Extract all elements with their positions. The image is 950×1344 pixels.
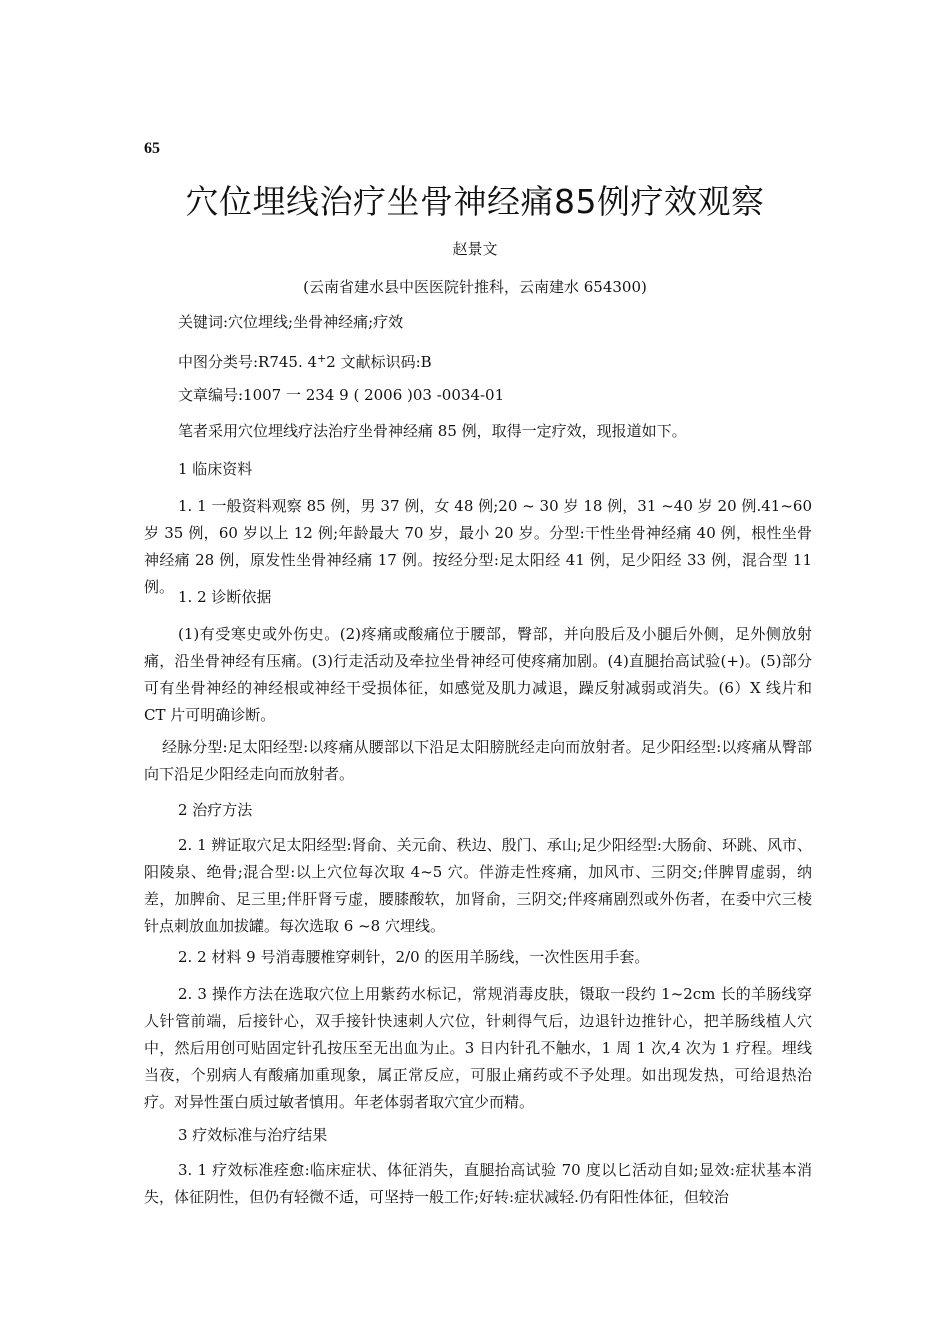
section-1-2-heading: 1. 2 诊断依据 bbox=[178, 588, 272, 606]
intro-paragraph: 笔者采用穴位埋线疗法治疗坐骨神经痛 85 例，取得一定疗效，现报道如下。 bbox=[178, 422, 687, 440]
article-title: 穴位埋线治疗坐骨神经痛85例疗效观察 bbox=[185, 182, 765, 221]
section-2-3-paragraph: 2. 3 操作方法在选取穴位上用紫药水标记，常规消毒皮肤，镊取一段约 1~2cm 长的羊肠线穿人针管前端，后接针心，双手接针快速刺人穴位，针刺得气后，边退针边推针心，把羊肠线植人穴中，然后用创可贴固定针孔按压至无出血为止。3 日内针孔不触水，1 周 1 次,4 次为 1 疗程。埋线当夜，个别病人有酸痛加重现象，属正常反应，可服止痛药或不予处理。如出现发热，可给退热治疗。对异性蛋白质过敏者慎用。年老体弱者取穴宜少而精。 bbox=[144, 985, 812, 1111]
section-1-2-paragraph: (1)有受寒史或外伤史。(2)疼痛或酸痛位于腰部，臀部，并向股后及小腿后外侧，足外侧放射痛，沿坐骨神经有压痛。(3)行走活动及牵拉坐骨神经可使疼痛加剧。(4)直腿抬高试验(+)。(5)部分可有坐骨神经的神经根或神经干受损体征，如感觉及肌力减退，躁反射减弱或消失。(6）X 线片和 CT 片可明确诊断。 bbox=[144, 625, 812, 724]
page-number: 65 bbox=[144, 140, 160, 157]
article-number: 文章编号:1007 一 234 9 ( 2006 )03 -0034-01 bbox=[178, 386, 505, 404]
classification-suffix: 2 文献标识码:B bbox=[326, 353, 432, 371]
classification-prefix: 中图分类号:R745. 4 bbox=[178, 353, 318, 371]
author-name: 赵景文 bbox=[452, 240, 498, 258]
section-1-1-paragraph: 1. 1 一般资料观察 85 例，男 37 例，女 48 例;20 ~ 30 岁 18 例，31 ~40 岁 20 例.41~60 岁 35 例，60 岁以上 12 例;年龄最大 70 岁，最小 20 岁。分型:干性坐骨神经痛 40 例，根性坐骨神经痛 28 例，原发性坐骨神经痛 17 例。按经分型:足太阳经 41 例，足少阳经 33 例，混合型 11 例。 bbox=[144, 497, 812, 596]
section-1-heading: 1 临床资料 bbox=[178, 460, 253, 478]
classification-line bbox=[144, 345, 812, 376]
meridian-paragraph: 经脉分型:足太阳经型:以疼痛从腰部以下沿足太阳膀胱经走向而放射者。足少阳经型:以疼痛从臀部向下沿足少阳经走向而放射者。 bbox=[144, 738, 812, 783]
section-3-1-paragraph: 3. 1 疗效标准痊愈:临床症状、体征消失，直腿抬高试验 70 度以匕活动自如;显效:症状基本消失，体征阴性，但仍有轻微不适，可坚持一般工作;好转:症状减轻.仍有阳性体征，但较治 bbox=[144, 1161, 812, 1206]
section-2-2-paragraph: 2. 2 材料 9 号消毒腰椎穿刺针，2/0 的医用羊肠线，一次性医用手套。 bbox=[178, 948, 650, 966]
keywords: 关键词:穴位埋线;坐骨神经痛;疗效 bbox=[178, 313, 404, 331]
section-2-heading: 2 治疗方法 bbox=[178, 801, 253, 819]
classification-sup: + bbox=[317, 352, 327, 365]
section-2-1-paragraph: 2. 1 辨证取穴足太阳经型:肾俞、关元俞、秩边、殷门、承山;足少阳经型:大肠俞、环跳、风市、阳陵泉、绝骨;混合型:以上穴位每次取 4~5 穴。伴游走性疼痛，加风市、三阴交;伴脾胃虚弱，纳差，加脾俞、足三里;伴肝肾亏虚，腰膝酸软，加肾俞，三阴交;伴疼痛剧烈或外伤者，在委中穴三棱针点刺放血加拔罐。每次选取 6 ~8 穴埋线。 bbox=[144, 836, 812, 935]
author-affiliation: (云南省建水县中医医院针推科，云南建水 654300) bbox=[303, 278, 647, 296]
section-3-heading: 3 疗效标准与治疗结果 bbox=[178, 1126, 328, 1144]
